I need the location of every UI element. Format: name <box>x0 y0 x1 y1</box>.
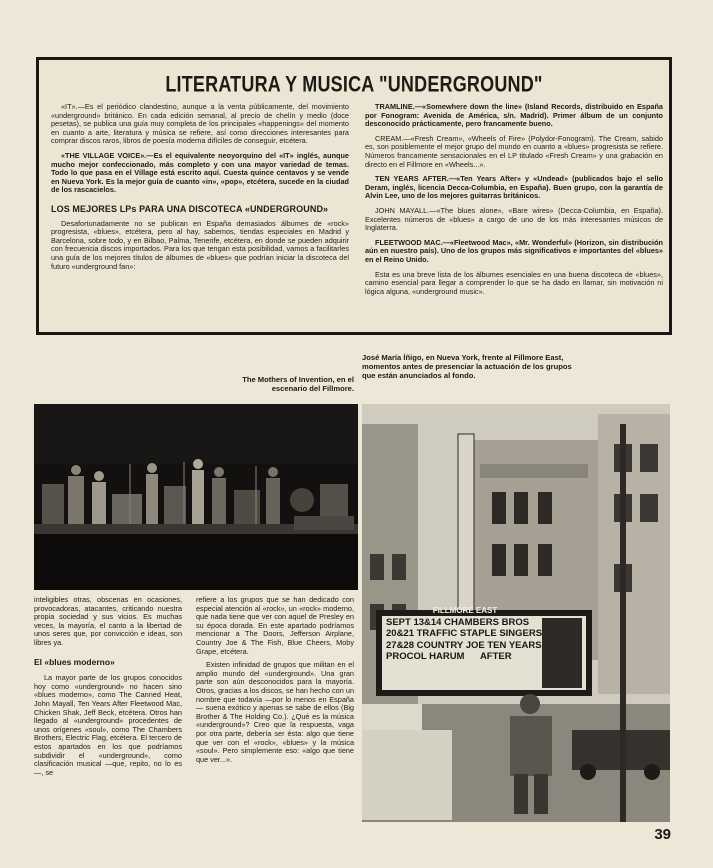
article-right-column <box>365 103 663 302</box>
article-paragraph: «IT».—Es el periódico clandestino, aunque a la venta públicamente, del movimiento «underground» británico. En cada edición semanal, al precio de chelín y medio (doce pesetas), se publica una guía muy completa de los principales «happenings» del momento en cuanto a arte, literatura y música se refiere, así como direcciones interesantes para comprar discos raros, libros de poesía moderna difíciles de conseguir, etcétera. <box>51 102 349 146</box>
article-subhead: LOS MEJORES LPs PARA UNA DISCOTECA «UNDERGROUND» <box>51 203 329 214</box>
article-paragraph: Desafortunadamente no se publican en España demasiados álbumes de «rock» progresista, «blues», etcétera, pero al hay, sabemos, tiendas especiales en Madrid y Barcelona, sobre todo, y en Bilbao, Palma, Tenerife, etcétera, en donde se pueden adquirir con frecuencia discos importados. Para los que tengan esta posibilidad, vamos a facilitarles una guía de los mejores títulos de álbumes de «blues» que podrían iniciar la discoteca del futuro «underground fan»: <box>51 218 349 271</box>
album-entry: CREAM.—«Fresh Cream», «Wheels of Fire» (Polydor-Fonogram). The Cream, sabido es, son posiblemente el mejor grupo del mundo en cuanto a «blues» progresista se refiere. Números francamente sensacionales en el LP titulado «Fresh Cream» y una grabación en directo en el Fillmore en «Wheels...». <box>365 133 663 169</box>
bottom-column-2 <box>196 596 354 769</box>
marquee-sign <box>386 606 544 663</box>
bottom-paragraph: inteligibles otras, obscenas en ocasiones, provocadoras, atacantes, criticando nuestra propia sociedad y sus vicios. Es muchas veces, la mayoría, el canto a la libertad de unos seres que, por convicción e ideas, son libres ya. <box>34 595 182 647</box>
caption-concert-photo: The Mothers of Invention, en el escenario del Fillmore. <box>242 375 354 394</box>
marquee-line: SEPT 13&14 CHAMBERS BROS <box>386 616 530 628</box>
marquee-top-text: FILLMORE EAST <box>432 606 498 615</box>
bottom-column-1 <box>34 596 182 782</box>
bottom-paragraph: Existen infinidad de grupos que militan en el amplio mundo del «underground». Una gran parte son aún desconocidos para la mayoría. Otros, gracias a los discos, se han hecho con un nombre que todavía —por lo menos en España— suena exótico y apenas se sabe de ellos (Big Brother & The Holding Co.). ¿Qué es la música «underground»? Creo que la respuesta, vaga por otra parte, debería ser ésta: algo que tiene que ver con el «rock», «blues» y la música «soul». Pero simplemente eso: «algo que tiene que ver...». <box>196 660 354 764</box>
bottom-subhead: El «blues moderno» <box>34 656 115 667</box>
article-title: LITERATURA Y MUSICA "UNDERGROUND" <box>165 71 543 97</box>
album-entry: JOHN MAYALL.—«The blues alone», «Bare wires» (Decca-Columbia, en España). Excelentes números de «blues» a cargo de uno de los más interesantes músicos de Inglaterra. <box>365 205 663 233</box>
article-box <box>36 57 672 335</box>
album-entry: TRAMLINE.—«Somewhere down the line» (Island Records, distribuido en España por Fonogram: Avenida de América, s/n. Madrid). Primer álbum de un conjunto desconocido prácticamente, pero francamente bueno. <box>365 102 663 129</box>
bottom-paragraph: refiere a los grupos que se han dedicado con especial atención al «rock», un «rock» moderno, que nada tiene que ver con aquel de Presley en su época dorada. En este apartado podríamos mencionar a The Doors, Jefferson Airplane, Country Joe & The Fish, Blue Cheers, Moby Grape, etcétera. <box>196 595 354 656</box>
marquee-line: PROCOL HARUM AFTER <box>386 651 512 662</box>
caption-street-photo: José María Íñigo, en Nueva York, frente al Fillmore East, momentos antes de presenciar la actuación de los grupos que están anunciados al fondo. <box>362 353 572 381</box>
article-paragraph: Esta es una breve lista de los álbumes esenciales en una buena discoteca de «blues», camino esencial para llegar a comprender lo que se ha dado en llamar, sin motivación ni lógica alguna, «underground music». <box>365 269 663 296</box>
concert-photo-image <box>34 404 358 590</box>
fillmore-street-photo <box>362 404 670 822</box>
marquee-line: 27&28 COUNTRY JOE TEN YEARS <box>386 639 542 651</box>
marquee-line: 20&21 TRAFFIC STAPLE SINGERS <box>386 628 543 639</box>
album-entry: TEN YEARS AFTER.—«Ten Years After» y «Undead» (publicados bajo el sello Deram, inglés, licencia Decca-Columbia, en España). Buen grupo, con la garantía de Alvin Lee, uno de los mejores guitarras británicos. <box>365 174 663 201</box>
article-paragraph: «THE VILLAGE VOICE».—Es el equivalente neoyorquino del «IT» inglés, aunque mucho mejor confeccionado, más completo y con una mayor variedad de temas. Todo lo que pasa en el Village está escrito aquí. Cuesta quince centavos y se vende en Nueva York. Es la mejor guía de cuanto «in», «pop», etcétera, sucede en la ciudad de los rascacielos. <box>51 150 349 195</box>
article-left-column <box>51 103 349 277</box>
bottom-paragraph: La mayor parte de los grupos conocidos hoy como «underground» no hacen sino «blues moderno», como The Canned Heat, John Mayall, Ten Years After Fleetwood Mac, Chicken Shak, Jeff Beck, etcétera. Otros han llegado al «underground» procedentes de unos orígenes «soul», como The Chambers Brothers, Electric Flag, etcétera. El tercero de estos apartados en los que podríamos subdividir el «underground», como clasificación musical —que, repito, no lo es—, se <box>34 673 182 777</box>
page-number: 39 <box>654 826 671 843</box>
concert-photo <box>34 404 358 590</box>
album-entry: FLEETWOOD MAC.—«Fleetwood Mac», «Mr. Wonderful» (Horizon, sin distribución aún en nuestro país). Uno de los grupos más significativos e importantes del «blues» en el Reino Unido. <box>365 237 663 264</box>
